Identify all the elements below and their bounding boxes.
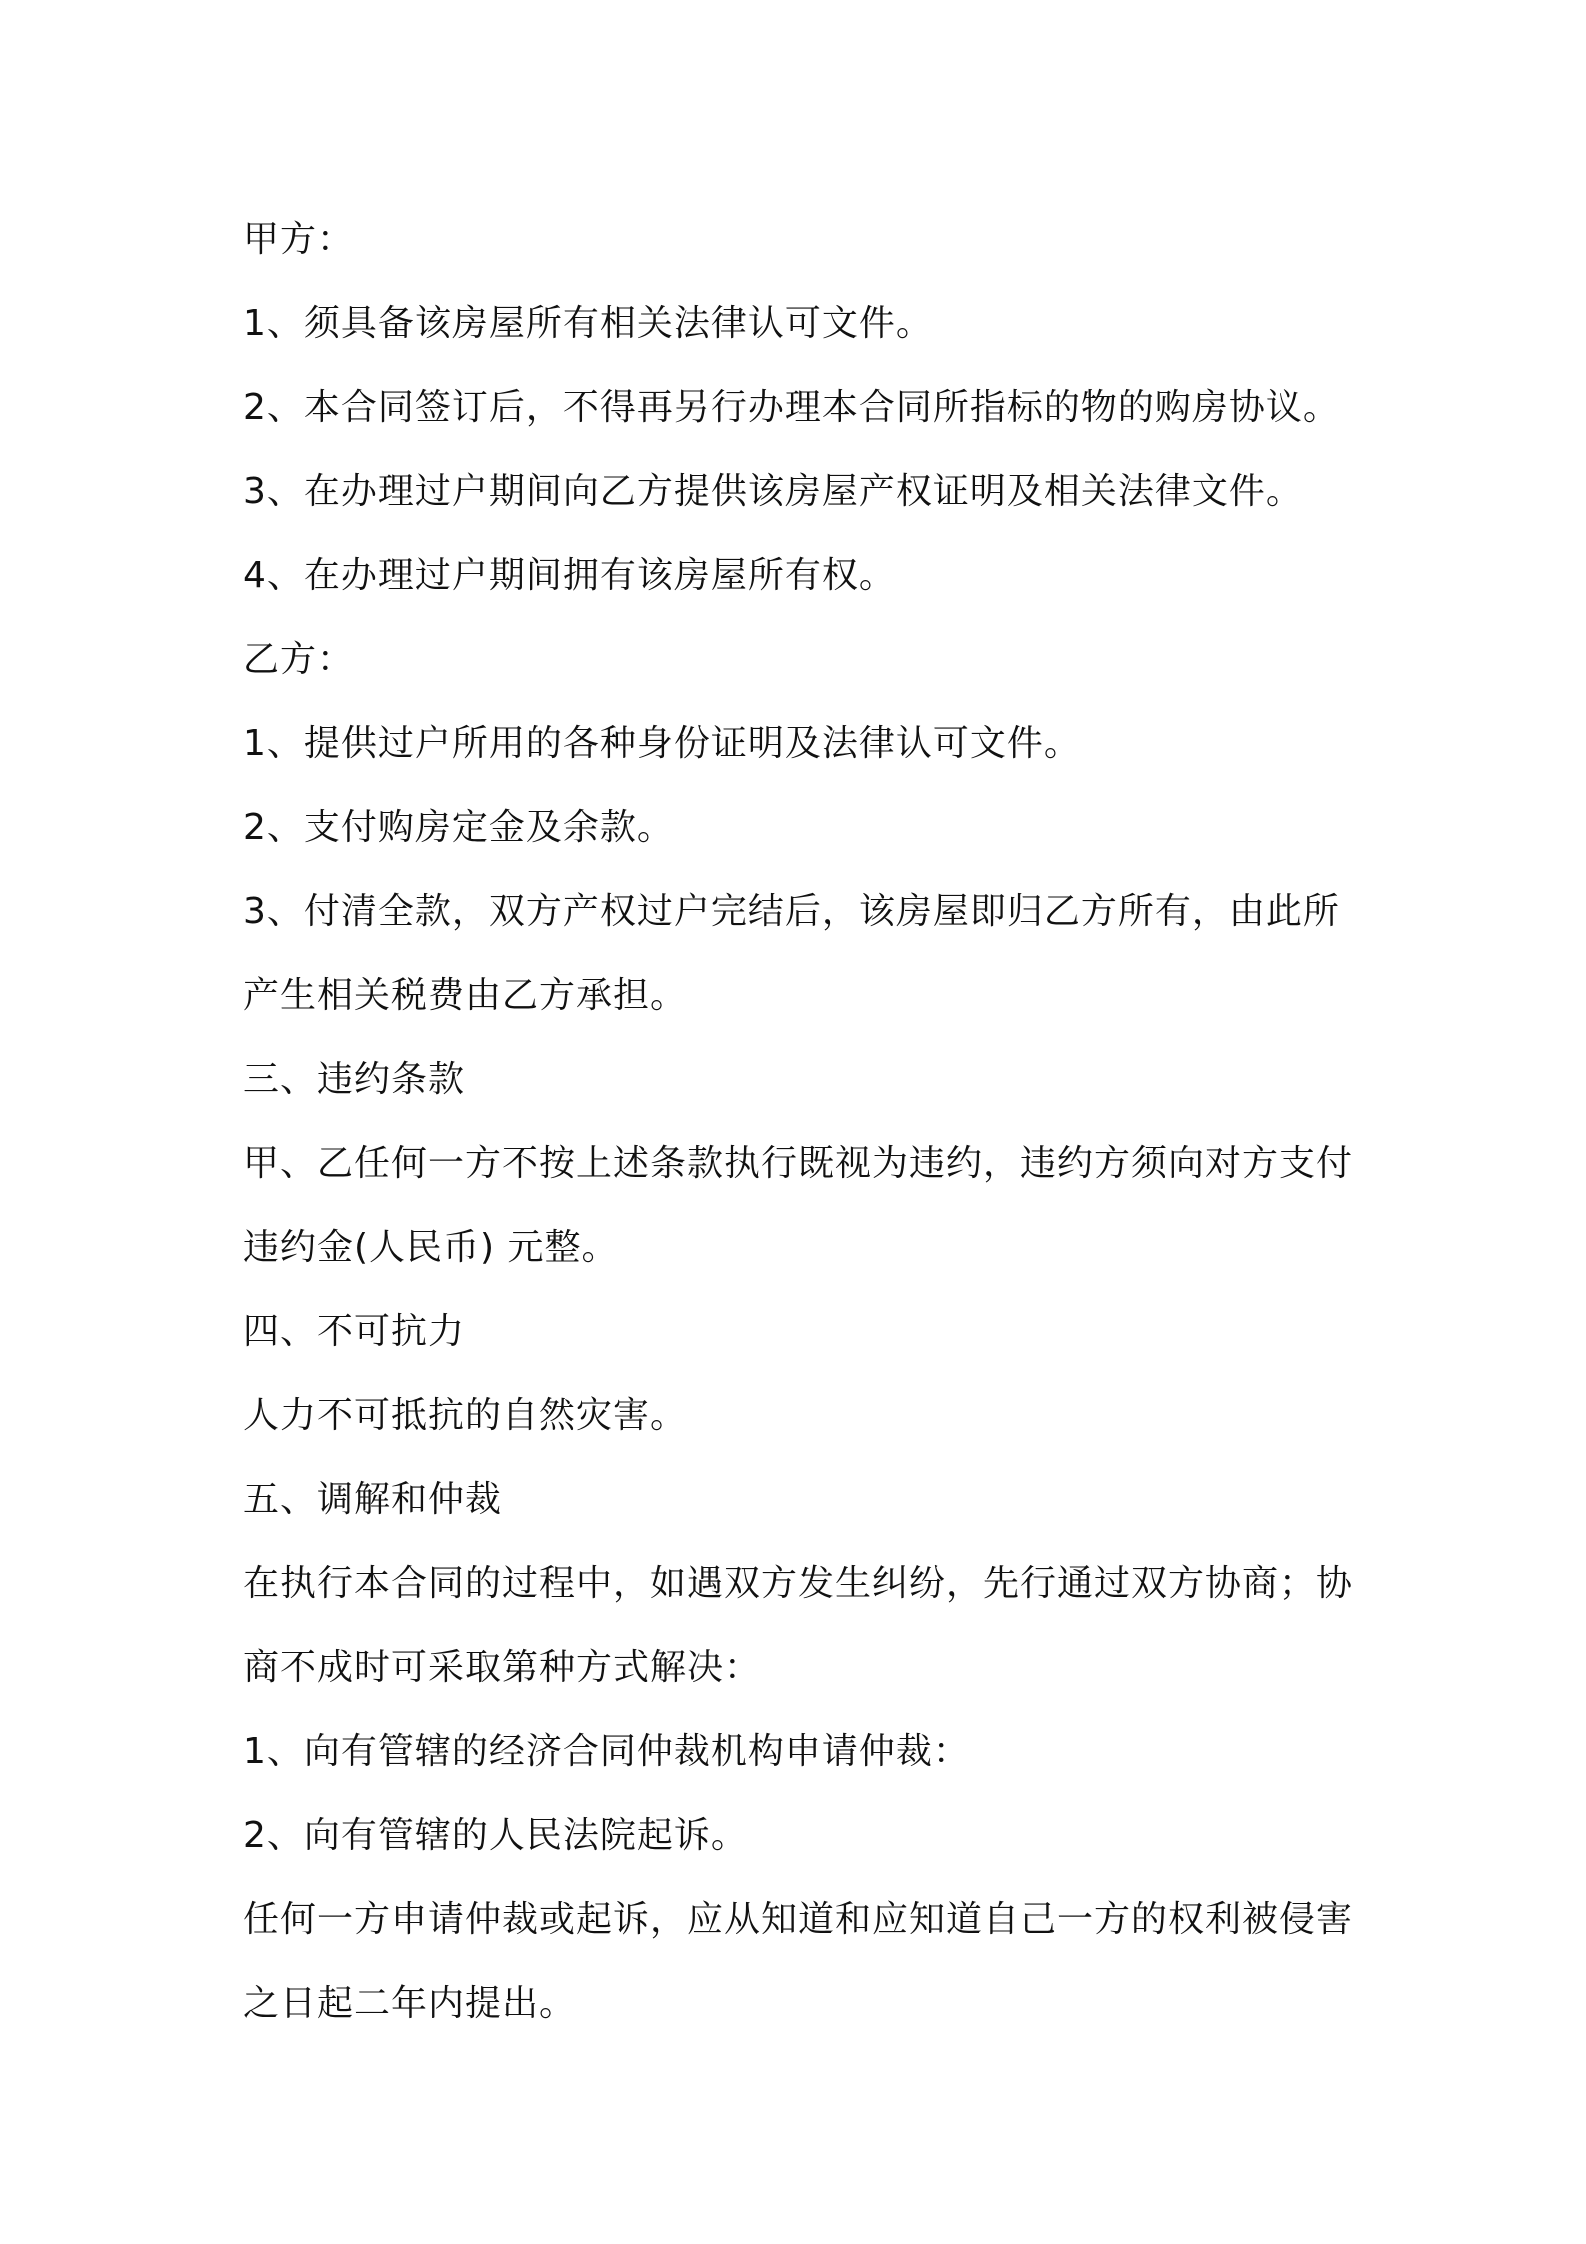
section-5-item-2: 2、向有管辖的人民法院起诉。 bbox=[243, 1815, 748, 1856]
section-5-text-cont: 商不成时可采取第种方式解决： bbox=[243, 1647, 762, 1688]
party-b-item-3: 3、付清全款，双方产权过户完结后，该房屋即归乙方所有，由此所 bbox=[243, 891, 1340, 932]
section-5-heading: 五、调解和仲裁 bbox=[243, 1479, 503, 1520]
section-5-item-1: 1、向有管辖的经济合同仲裁机构申请仲裁： bbox=[243, 1731, 970, 1772]
section-5-text: 在执行本合同的过程中，如遇双方发生纠纷，先行通过双方协商；协 bbox=[243, 1563, 1354, 1604]
section-3-text: 甲、乙任何一方不按上述条款执行既视为违约，违约方须向对方支付 bbox=[243, 1143, 1354, 1184]
section-3-text-cont: 违约金(人民币) 元整。 bbox=[243, 1227, 619, 1268]
party-b-item-2: 2、支付购房定金及余款。 bbox=[243, 807, 674, 848]
document-body bbox=[243, 198, 1363, 2046]
section-3-heading: 三、违约条款 bbox=[243, 1059, 466, 1100]
party-a-item-3: 3、在办理过户期间向乙方提供该房屋产权证明及相关法律文件。 bbox=[243, 471, 1303, 512]
party-b-heading: 乙方： bbox=[243, 639, 355, 680]
party-a-item-2: 2、本合同签订后，不得再另行办理本合同所指标的物的购房协议。 bbox=[243, 387, 1340, 428]
party-b-item-3-cont: 产生相关税费由乙方承担。 bbox=[243, 975, 688, 1016]
section-5-closing: 任何一方申请仲裁或起诉，应从知道和应知道自己一方的权利被侵害 bbox=[243, 1899, 1354, 1940]
party-a-item-4: 4、在办理过户期间拥有该房屋所有权。 bbox=[243, 555, 896, 596]
section-5-closing-cont: 之日起二年内提出。 bbox=[243, 1983, 577, 2024]
party-b-item-1: 1、提供过户所用的各种身份证明及法律认可文件。 bbox=[243, 723, 1081, 764]
section-4-heading: 四、不可抗力 bbox=[243, 1311, 466, 1352]
party-a-heading: 甲方： bbox=[243, 219, 355, 260]
section-4-text: 人力不可抵抗的自然灾害。 bbox=[243, 1395, 688, 1436]
party-a-item-1: 1、须具备该房屋所有相关法律认可文件。 bbox=[243, 303, 933, 344]
